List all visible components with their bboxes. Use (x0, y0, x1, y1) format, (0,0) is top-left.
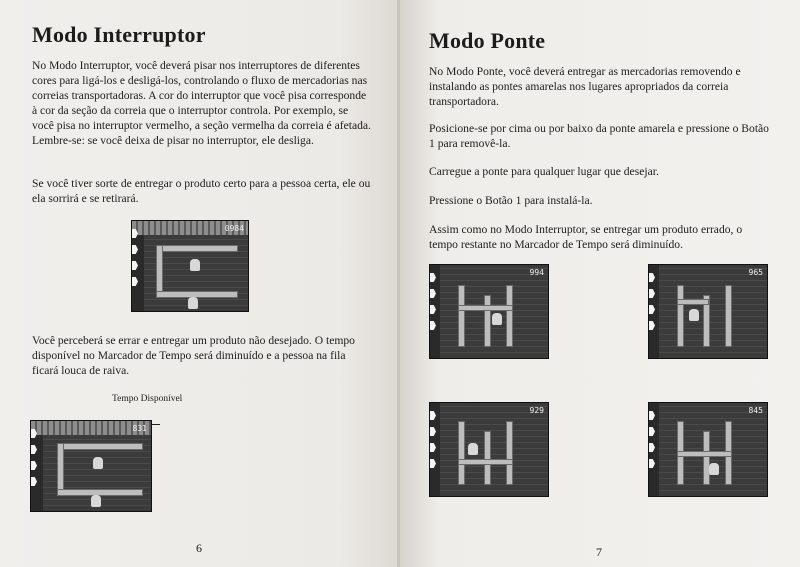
page-number: 6 (196, 541, 202, 555)
game-screenshot-mistake (30, 420, 152, 512)
game-screenshot-bridge-3 (429, 402, 549, 497)
paragraph-carry-bridge: Carregue a ponte para qualquer lugar que desejar. (429, 165, 659, 178)
paragraph-mistake: Você perceberá se errar e entregar um produto não desejado. O tempo disponível no Marcador de Tempo será diminuído e a pessoa na fila ficará louca de raiva. (32, 334, 355, 377)
caption-tempo-disponivel: Tempo Disponível (112, 394, 183, 404)
time-counter: 965 (748, 268, 763, 277)
page-left (0, 0, 398, 567)
page-title-modo-ponte: Modo Ponte (429, 28, 546, 53)
paragraph-install-bridge: Pressione o Botão 1 para instalá-la. (429, 194, 593, 207)
page-title-modo-interruptor: Modo Interruptor (32, 22, 206, 47)
time-counter: 831 (132, 424, 147, 433)
time-counter: 0984 (224, 224, 244, 233)
game-screenshot-bridge-4 (648, 402, 768, 497)
game-screenshot-bridge-2 (648, 264, 768, 359)
time-counter: 845 (748, 406, 763, 415)
game-screenshot-bridge-1 (429, 264, 549, 359)
paragraph-remove-bridge: Posicione-se por cima ou por baixo da ponte amarela e pressione o Botão 1 para removê-la. (429, 122, 769, 150)
paragraph-success: Se você tiver sorte de entregar o produto certo para a pessoa certa, ele ou ela sorrirá e se retirará. (32, 177, 371, 205)
page-number: 7 (596, 545, 602, 559)
game-screenshot-success (131, 220, 249, 312)
paragraph-intro: No Modo Ponte, você deverá entregar as mercadorias removendo e instalando as pontes amarelas nos lugares apropriados da correia transportadora. (429, 65, 741, 108)
time-counter: 929 (529, 406, 544, 415)
paragraph-wrong-product: Assim como no Modo Interruptor, se entregar um produto errado, o tempo restante no Marcador de Tempo será diminuído. (429, 223, 743, 251)
paragraph-intro: No Modo Interruptor, você deverá pisar nos interruptores de diferentes cores para ligá-los e desligá-los, controlando o fluxo de mercadorias nas correias transportadoras. A cor do interruptor que você pisa corresponde à cor da seção da correia que o interruptor controla. Por exemplo, se você pisa no interruptor vermelho, a seção vermelha da correia é afetada. Lembre-se: se você deixa de pisar no interruptor, ele desliga. (32, 59, 371, 147)
time-counter: 994 (529, 268, 544, 277)
page-right (400, 0, 800, 567)
